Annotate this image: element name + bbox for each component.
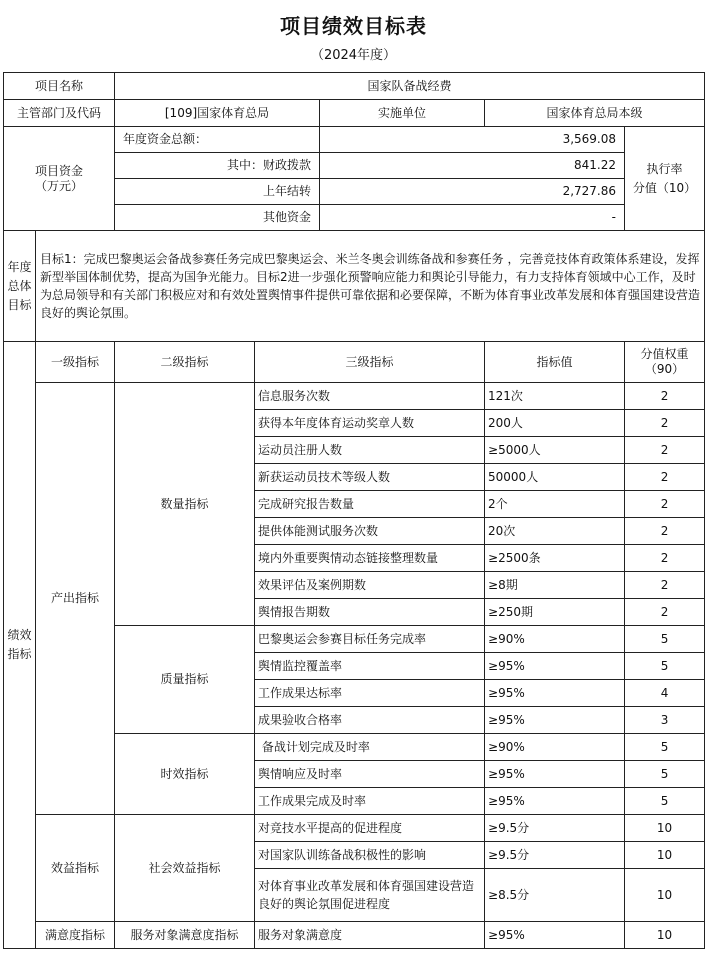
indicator-value: 200人 bbox=[485, 410, 625, 437]
header-weight: 分值权重 （90） bbox=[625, 342, 705, 383]
implementer-label: 实施单位 bbox=[320, 100, 485, 127]
group-quantity: 数量指标 bbox=[115, 383, 255, 626]
indicator-name: 成果验收合格率 bbox=[255, 707, 485, 734]
indicator-name: 服务对象满意度 bbox=[255, 922, 485, 949]
indicator-value: 121次 bbox=[485, 383, 625, 410]
indicator-name: 工作成果达标率 bbox=[255, 680, 485, 707]
indicator-weight: 5 bbox=[625, 734, 705, 761]
indicator-name: 新获运动员技术等级人数 bbox=[255, 464, 485, 491]
indicator-value: ≥95% bbox=[485, 922, 625, 949]
indicator-name: 巴黎奥运会参赛目标任务完成率 bbox=[255, 626, 485, 653]
project-name-row bbox=[4, 73, 705, 100]
indicator-name: 备战计划完成及时率 bbox=[255, 734, 485, 761]
indicator-weight: 5 bbox=[625, 653, 705, 680]
performance-table bbox=[3, 72, 705, 949]
funds-other-value: - bbox=[320, 205, 625, 231]
indicator-weight: 10 bbox=[625, 842, 705, 869]
funds-total-row bbox=[4, 127, 705, 153]
indicator-weight: 2 bbox=[625, 437, 705, 464]
annual-goal-text: 目标1：完成巴黎奥运会备战参赛任务完成巴黎奥运会、米兰冬奥会训练备战和参赛任务 ，完善竞技体育政策体系建设，发挥新型举国体制优势，提高为国争光能力。目标2进一步强化预警响应能力和舆论引导能力，有力支持体育领域中心工作，及时为总局领导和有关部门积极应对和有效处置舆情事件提供可靠依据和必要保障，不断为体育事业改革发展和体育强国建设营造良好的舆论氛围。 bbox=[36, 231, 705, 342]
indicator-value: ≥250期 bbox=[485, 599, 625, 626]
year-subtitle: （2024年度） bbox=[310, 48, 397, 63]
department-value: [109]国家体育总局 bbox=[115, 100, 320, 127]
indicator-name: 获得本年度体育运动奖章人数 bbox=[255, 410, 485, 437]
indicator-value: 20次 bbox=[485, 518, 625, 545]
funds-carry-value: 2,727.86 bbox=[320, 179, 625, 205]
indicator-weight: 10 bbox=[625, 922, 705, 949]
indicator-weight: 5 bbox=[625, 626, 705, 653]
indicator-weight: 2 bbox=[625, 383, 705, 410]
indicator-name: 信息服务次数 bbox=[255, 383, 485, 410]
group-benefit: 效益指标 bbox=[36, 815, 115, 922]
indicator-name: 提供体能测试服务次数 bbox=[255, 518, 485, 545]
group-quality: 质量指标 bbox=[115, 626, 255, 734]
perf-header-row bbox=[4, 342, 705, 383]
indicator-name: 工作成果完成及时率 bbox=[255, 788, 485, 815]
funds-total-label: 年度资金总额： bbox=[115, 127, 320, 153]
group-social: 社会效益指标 bbox=[115, 815, 255, 922]
indicator-row bbox=[4, 922, 705, 949]
indicator-value: ≥90% bbox=[485, 734, 625, 761]
group-satisfaction: 满意度指标 bbox=[36, 922, 115, 949]
indicator-value: ≥95% bbox=[485, 707, 625, 734]
indicator-weight: 2 bbox=[625, 572, 705, 599]
indicator-value: ≥95% bbox=[485, 761, 625, 788]
indicator-name: 效果评估及案例期数 bbox=[255, 572, 485, 599]
indicator-weight: 3 bbox=[625, 707, 705, 734]
funds-fiscal-value: 841.22 bbox=[320, 153, 625, 179]
annual-goal-label: 年度总体目标 bbox=[4, 231, 36, 342]
indicator-value: ≥8期 bbox=[485, 572, 625, 599]
department-row bbox=[4, 100, 705, 127]
header-level3: 三级指标 bbox=[255, 342, 485, 383]
indicator-value: ≥9.5分 bbox=[485, 815, 625, 842]
indicator-value: ≥95% bbox=[485, 788, 625, 815]
group-timeliness: 时效指标 bbox=[115, 734, 255, 815]
indicator-name: 舆情响应及时率 bbox=[255, 761, 485, 788]
indicator-value: ≥8.5分 bbox=[485, 869, 625, 922]
group-service: 服务对象满意度指标 bbox=[115, 922, 255, 949]
indicator-weight: 5 bbox=[625, 788, 705, 815]
indicator-name: 对竞技水平提高的促进程度 bbox=[255, 815, 485, 842]
page-title: 项目绩效目标表 bbox=[280, 14, 427, 38]
funds-fiscal-label: 其中：财政拨款 bbox=[115, 153, 320, 179]
indicator-value: ≥90% bbox=[485, 626, 625, 653]
indicator-weight: 2 bbox=[625, 464, 705, 491]
indicator-weight: 2 bbox=[625, 410, 705, 437]
annual-goal-row bbox=[4, 231, 705, 342]
indicator-name: 运动员注册人数 bbox=[255, 437, 485, 464]
funds-total-value: 3,569.08 bbox=[320, 127, 625, 153]
indicator-weight: 10 bbox=[625, 815, 705, 842]
funds-carry-label: 上年结转 bbox=[115, 179, 320, 205]
indicator-value: ≥9.5分 bbox=[485, 842, 625, 869]
indicator-value: ≥5000人 bbox=[485, 437, 625, 464]
indicator-name: 舆情报告期数 bbox=[255, 599, 485, 626]
indicator-name: 对国家队训练备战积极性的影响 bbox=[255, 842, 485, 869]
funds-label: 项目资金 （万元） bbox=[4, 127, 115, 231]
funds-other-label: 其他资金 bbox=[115, 205, 320, 231]
department-label: 主管部门及代码 bbox=[4, 100, 115, 127]
indicator-value: ≥95% bbox=[485, 653, 625, 680]
indicator-value: ≥95% bbox=[485, 680, 625, 707]
indicator-weight: 10 bbox=[625, 869, 705, 922]
project-name-value: 国家队备战经费 bbox=[115, 73, 705, 100]
indicator-name: 对体育事业改革发展和体育强国建设营造良好的舆论氛围促进程度 bbox=[255, 869, 485, 922]
indicator-value: 50000人 bbox=[485, 464, 625, 491]
indicator-weight: 4 bbox=[625, 680, 705, 707]
indicator-weight: 5 bbox=[625, 761, 705, 788]
indicator-weight: 2 bbox=[625, 545, 705, 572]
indicator-value: 2个 bbox=[485, 491, 625, 518]
execution-rate-label: 执行率 分值（10） bbox=[625, 127, 705, 231]
header-value: 指标值 bbox=[485, 342, 625, 383]
implementer-value: 国家体育总局本级 bbox=[485, 100, 705, 127]
indicator-row bbox=[4, 815, 705, 842]
indicator-value: ≥2500条 bbox=[485, 545, 625, 572]
indicator-name: 境内外重要舆情动态链接整理数量 bbox=[255, 545, 485, 572]
indicator-name: 完成研究报告数量 bbox=[255, 491, 485, 518]
indicator-weight: 2 bbox=[625, 518, 705, 545]
header-level2: 二级指标 bbox=[115, 342, 255, 383]
group-output: 产出指标 bbox=[36, 383, 115, 815]
indicator-weight: 2 bbox=[625, 599, 705, 626]
header-level1: 一级指标 bbox=[36, 342, 115, 383]
indicator-weight: 2 bbox=[625, 491, 705, 518]
indicator-name: 舆情监控覆盖率 bbox=[255, 653, 485, 680]
project-name-label: 项目名称 bbox=[4, 73, 115, 100]
indicator-row bbox=[4, 383, 705, 410]
performance-indicators-label: 绩效指标 bbox=[4, 342, 36, 949]
